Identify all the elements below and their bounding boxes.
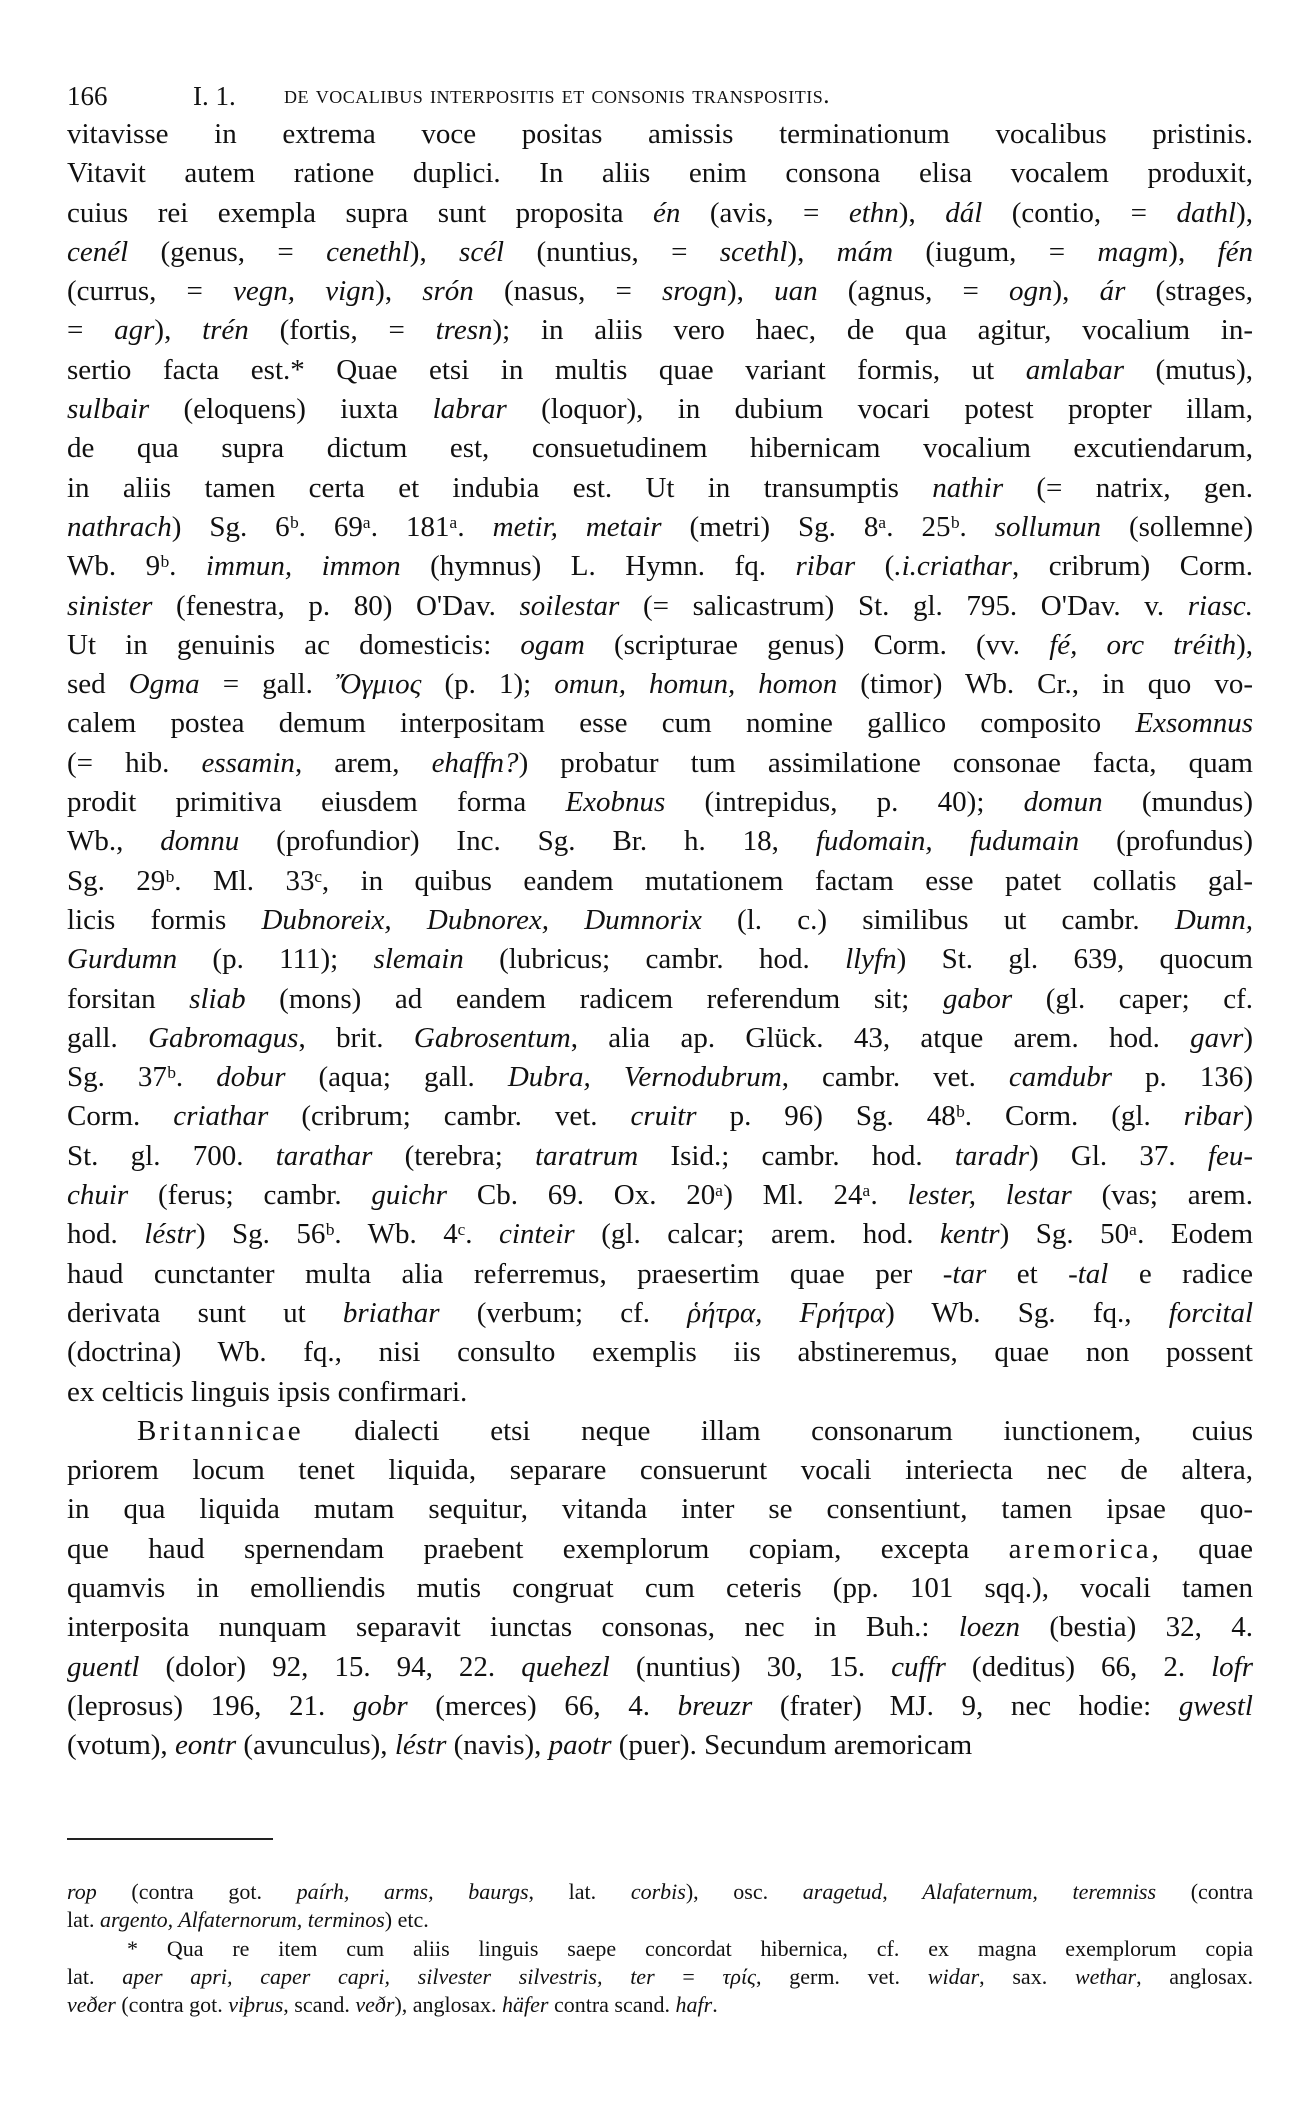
italic-term: Gurdumn — [67, 943, 178, 976]
italic-term: guichr — [371, 1179, 448, 1212]
text-line — [67, 1097, 1253, 1136]
footnote-line — [67, 1991, 1253, 2019]
footnote-line — [67, 1906, 1253, 1934]
text-run: (intrepidus, p. 40); — [665, 786, 1024, 819]
text-run: (mundus) — [1102, 786, 1253, 819]
italic-term: trén — [202, 314, 249, 347]
italic-term: camdubr — [1008, 1061, 1112, 1094]
text-line — [67, 154, 1253, 193]
text-run: dialecti etsi neque illam consonarum iunctionem, cuius — [303, 1414, 1253, 1447]
italic-term: sulbair — [67, 393, 150, 426]
text-line — [67, 1255, 1253, 1294]
text-line — [67, 1687, 1253, 1726]
text-run: priorem locum tenet liquida, separare consuerunt vocali interiecta nec de altera, — [67, 1454, 1253, 1487]
text-run: ) probatur tum assimilatione consonae facta, quam — [518, 746, 1253, 779]
italic-term: corbis — [630, 1879, 686, 1904]
italic-term: metir, metair — [492, 510, 662, 543]
text-run: licis formis — [67, 903, 262, 936]
text-run: . — [712, 1992, 718, 2018]
italic-term: .i.criathar — [894, 550, 1012, 583]
italic-term: lofr — [1211, 1650, 1254, 1683]
italic-term: criathar — [173, 1100, 269, 1133]
text-run: (hymnus) L. Hymn. fq. — [400, 550, 796, 583]
italic-term: dál — [945, 196, 983, 229]
text-line — [67, 351, 1253, 390]
italic-term: domun — [1023, 786, 1103, 819]
italic-term: aragetud — [802, 1879, 883, 1904]
text-line — [67, 1490, 1253, 1529]
text-run: (deditus) 66, 2. — [945, 1650, 1212, 1683]
text-run: lat. — [67, 1907, 100, 1933]
italic-term: veðer — [67, 1992, 116, 2018]
text-run: (sollemne) — [1101, 510, 1254, 543]
text-run: , cribrum) Corm. — [1011, 550, 1254, 583]
italic-term: veðr — [355, 1992, 395, 2018]
text-line — [67, 1726, 1253, 1765]
text-run: (mons) ad eandem radicem referendum sit; — [245, 982, 943, 1015]
text-run: , scand. — [283, 1992, 356, 2018]
text-run: = gall. — [199, 668, 336, 701]
text-run: (eloquens) iuxta — [149, 393, 433, 426]
text-run: ) Gl. 37. — [1029, 1139, 1208, 1172]
text-line — [67, 980, 1253, 1019]
text-run: , brit. — [298, 1021, 414, 1054]
text-run: derivata sunt ut — [67, 1296, 343, 1329]
text-run: , arem, — [294, 746, 432, 779]
text-run: (strages, — [1125, 275, 1253, 308]
text-run: (= salicastrum) St. gl. 795. O'Dav. v. — [619, 589, 1188, 622]
text-run: (contra — [1156, 1879, 1254, 1904]
text-run: (agnus, = — [817, 275, 1010, 308]
text-run: Ut in genuinis ac domesticis: — [67, 628, 521, 661]
italic-term: essamin — [201, 746, 295, 779]
text-run: = — [67, 314, 115, 347]
text-run: (contio, = — [982, 196, 1177, 229]
text-run: (contra got. — [115, 1992, 229, 2018]
italic-term: Exobnus — [565, 786, 666, 819]
section-number: I. 1. — [193, 81, 236, 111]
text-run: sed — [67, 668, 129, 701]
footnote-line — [67, 1963, 1253, 1991]
text-run: ), — [1236, 628, 1253, 661]
text-run: (fenestra, p. 80) O'Dav. — [152, 589, 520, 622]
italic-term: Gabrosentum — [413, 1021, 571, 1054]
text-run: , alia ap. Glück. 43, atque arem. hod. — [570, 1021, 1191, 1054]
italic-term: Ὄγμιος — [335, 668, 422, 701]
text-run: (avunculus), — [236, 1729, 395, 1762]
text-run: gall. — [67, 1021, 149, 1054]
footnote-line — [67, 1878, 1253, 1906]
text-run: (vas; arem. — [1071, 1179, 1253, 1212]
text-run: p. 136) — [1111, 1061, 1253, 1094]
text-run: ) Wb. Sg. fq., — [885, 1296, 1169, 1329]
text-line — [67, 508, 1253, 547]
text-run: (lubricus; cambr. hod. — [463, 943, 846, 976]
text-run: (merces) 66, 4. — [407, 1689, 678, 1722]
italic-term: chuir — [67, 1179, 129, 1212]
text-run: (avis, = — [680, 196, 849, 229]
text-run: (profundus) — [1079, 825, 1253, 858]
text-run: ), — [787, 235, 837, 268]
running-title: de vocalibus interpositis et consonis transpositis. — [284, 82, 831, 109]
italic-term: dobur — [216, 1061, 286, 1094]
text-run: , germ. vet. — [756, 1963, 928, 1989]
italic-term: magm — [1097, 235, 1169, 268]
text-run: , — [882, 1879, 923, 1904]
italic-term: lester, lestar — [907, 1179, 1072, 1212]
text-run: * Qua re item cum aliis linguis saepe concordat hibernica, cf. ex magna exemplorum copia — [127, 1935, 1253, 1961]
text-run: (gl. caper; cf. — [1012, 982, 1253, 1015]
italic-term: léstr — [394, 1729, 447, 1762]
text-run: (doctrina) Wb. fq., nisi consulto exemplis iis abstineremus, quae non possent — [67, 1336, 1253, 1369]
text-run: sertio facta est.* Quae etsi in multis quae variant formis, ut — [67, 353, 1026, 386]
text-run: ), — [1052, 275, 1100, 308]
text-run: quamvis in emolliendis mutis congruat cum ceteris (pp. 101 sqq.), vocali tamen — [67, 1571, 1253, 1604]
text-line — [67, 1333, 1253, 1372]
running-header — [67, 78, 1253, 114]
italic-term: labrar — [432, 393, 507, 426]
italic-term: argento, Alfaternorum, terminos — [100, 1907, 385, 1933]
text-run: , lat. — [528, 1879, 631, 1904]
text-run: ), — [409, 235, 460, 268]
italic-term: sollumun — [994, 510, 1102, 543]
text-line — [67, 626, 1253, 665]
italic-term: ribar — [795, 550, 856, 583]
text-run: Cb. 69. Ox. 20ᵃ) Ml. 24ᵃ. — [447, 1179, 908, 1212]
italic-term: loezn — [958, 1611, 1021, 1644]
italic-term: nathir — [932, 471, 1004, 504]
text-line — [67, 1019, 1253, 1058]
italic-term: ogam — [520, 628, 585, 661]
italic-term: Exsomnus — [1135, 707, 1253, 740]
page-number: 166 — [67, 81, 108, 111]
italic-term: feu- — [1207, 1139, 1253, 1172]
text-run: p. 96) Sg. 48ᵇ. Corm. (gl. — [696, 1100, 1184, 1133]
text-run: Wb., — [67, 825, 161, 858]
italic-term: nathrach — [67, 510, 172, 543]
spaced-term: aremorica — [1008, 1532, 1152, 1565]
text-run: (gl. calcar; arem. hod. — [574, 1218, 940, 1251]
text-run: et — [986, 1257, 1069, 1290]
italic-term: -tar — [942, 1257, 987, 1290]
italic-term: cenethl — [326, 235, 410, 268]
italic-term: cinteir — [499, 1218, 575, 1251]
spaced-term: Britannicae — [137, 1414, 304, 1447]
italic-term: paírh, arms, baurgs — [296, 1879, 529, 1904]
text-line — [67, 587, 1253, 626]
text-run: , sax. — [979, 1963, 1075, 1989]
italic-term: -tal — [1068, 1257, 1109, 1290]
italic-term: häfer — [501, 1992, 549, 2018]
text-run: contra scand. — [548, 1992, 676, 2018]
italic-term: taratrum — [535, 1139, 639, 1172]
italic-term: amlabar — [1025, 353, 1125, 386]
italic-term: léstr — [144, 1218, 196, 1251]
text-run: (mutus), — [1124, 353, 1253, 386]
text-run: ), — [375, 275, 423, 308]
text-line — [67, 862, 1253, 901]
italic-term: forcital — [1168, 1296, 1253, 1329]
italic-term: hafr — [675, 1992, 713, 2018]
text-run: (votum), — [67, 1729, 175, 1762]
text-line — [67, 1058, 1253, 1097]
italic-term: ogn — [1009, 275, 1053, 308]
italic-term: omun, homun, homon — [554, 668, 838, 701]
text-run: ), — [1236, 196, 1253, 229]
italic-term: cruitr — [630, 1100, 697, 1133]
text-line — [67, 390, 1253, 429]
italic-term: eontr — [174, 1729, 237, 1762]
text-run: ) etc. — [384, 1907, 429, 1933]
italic-term: slemain — [373, 943, 464, 976]
italic-term: fé, orc tréith — [1049, 628, 1237, 661]
italic-term: taradr — [954, 1139, 1030, 1172]
text-run: (navis), — [446, 1729, 549, 1762]
text-run: interposita nunquam separavit iunctas consonas, nec in Buh.: — [67, 1611, 959, 1644]
text-run: (frater) MJ. 9, nec hodie: — [752, 1689, 1179, 1722]
text-run: (nuntius) 30, 15. — [609, 1650, 892, 1683]
italic-term: domnu — [160, 825, 240, 858]
text-run: (profundior) Inc. Sg. Br. h. 18, — [239, 825, 816, 858]
text-line — [67, 940, 1253, 979]
text-line — [67, 1294, 1253, 1333]
text-line — [67, 783, 1253, 822]
text-run: calem postea demum interpositam esse cum nomine gallico composito — [67, 707, 1136, 740]
italic-term: guentl — [67, 1650, 140, 1683]
text-run: ) — [1243, 1021, 1253, 1054]
italic-term: ῥήτρα, Fρήτρα — [687, 1296, 886, 1329]
text-run: Corm. — [67, 1100, 174, 1133]
footnote-line — [67, 1935, 1253, 1963]
text-run: Vitavit autem ratione duplici. In aliis enim consona elisa vocalem produxit, — [67, 157, 1253, 190]
italic-term: τρίς — [722, 1963, 756, 1989]
italic-term: srón — [422, 275, 474, 308]
text-run: (= natrix, gen. — [1003, 471, 1253, 504]
text-run: (nuntius, = — [504, 235, 720, 268]
text-line — [67, 547, 1253, 586]
text-run: (verbum; cf. — [439, 1296, 688, 1329]
text-line — [67, 272, 1253, 311]
text-line — [67, 1569, 1253, 1608]
italic-term: viþrus — [228, 1992, 284, 2018]
italic-term: Dubnoreix, Dubnorex, Dumnorix — [261, 903, 702, 936]
text-line — [67, 1412, 1253, 1451]
italic-term: cuffr — [891, 1650, 946, 1683]
text-run: (cribrum; cambr. vet. — [268, 1100, 631, 1133]
italic-term: ehaffn? — [431, 746, 519, 779]
italic-term: wethar — [1074, 1963, 1137, 1989]
text-run: de qua supra dictum est, consuetudinem hibernicam vocalium excutiendarum, — [67, 432, 1253, 465]
text-run: ) — [1243, 1100, 1253, 1133]
text-line — [67, 1648, 1253, 1687]
italic-term: rop — [67, 1879, 97, 1904]
text-run: (fortis, = — [248, 314, 436, 347]
italic-term: breuzr — [677, 1689, 753, 1722]
text-run: ), — [727, 275, 775, 308]
text-line — [67, 1215, 1253, 1254]
italic-term: briathar — [342, 1296, 440, 1329]
text-run: Sg. 29ᵇ. Ml. 33ᶜ, in quibus eandem mutationem factam esse patet collatis gal- — [67, 864, 1253, 897]
text-run: (scripturae genus) Corm. (vv. — [584, 628, 1050, 661]
italic-term: soilestar — [519, 589, 620, 622]
text-run: (metri) Sg. 8ᵃ. 25ᵇ. — [661, 510, 995, 543]
italic-term: paotr — [548, 1729, 612, 1762]
text-run: ) Sg. 56ᵇ. Wb. 4ᶜ. — [195, 1218, 499, 1251]
text-line — [67, 429, 1253, 468]
italic-term: agr — [114, 314, 155, 347]
text-run: (p. 1); — [421, 668, 555, 701]
text-run: (p. 111); — [177, 943, 374, 976]
text-run: (l. c.) similibus ut cambr. — [701, 903, 1175, 936]
text-run: ) Sg. 6ᵇ. 69ᵃ. 181ᵃ. — [171, 510, 493, 543]
text-line — [67, 901, 1253, 940]
text-run: (ferus; cambr. — [128, 1179, 372, 1212]
italic-term: gavr — [1190, 1021, 1244, 1054]
text-run: ), osc. — [685, 1879, 803, 1904]
italic-term: uan — [774, 275, 818, 308]
text-run: hod. — [67, 1218, 145, 1251]
italic-term: Dumn, — [1174, 903, 1254, 936]
italic-term: gwestl — [1178, 1689, 1253, 1722]
text-run: = — [654, 1963, 723, 1989]
italic-term: tarathar — [275, 1139, 373, 1172]
text-run: haud cunctanter multa alia referremus, praesertim quae per — [67, 1257, 943, 1290]
text-line — [67, 311, 1253, 350]
text-line — [67, 665, 1253, 704]
text-run: Wb. 9ᵇ. — [67, 550, 206, 583]
text-run: ) St. gl. 639, quocum — [896, 943, 1253, 976]
text-run: ) Sg. 50ᵃ. Eodem — [999, 1218, 1254, 1251]
text-run: (aqua; gall. — [285, 1061, 508, 1094]
italic-term: Gabromagus — [148, 1021, 299, 1054]
text-run: ), anglosax. — [394, 1992, 502, 2018]
text-run: vitavisse in extrema voce positas amissis terminationum vocalibus pristinis. — [67, 118, 1253, 150]
text-line — [67, 194, 1253, 233]
italic-term: aper apri, caper capri, silvester silvestris, ter — [122, 1963, 655, 1989]
italic-term: srogn — [662, 275, 728, 308]
text-run: ), — [154, 314, 203, 347]
text-line — [67, 1176, 1253, 1215]
text-run: ), — [898, 196, 946, 229]
italic-term: mám — [836, 235, 894, 268]
text-line — [67, 115, 1253, 154]
italic-term: gabor — [942, 982, 1013, 1015]
text-run: (nasus, = — [473, 275, 663, 308]
text-run: ( — [855, 550, 895, 583]
italic-term: gobr — [352, 1689, 408, 1722]
italic-term: llyfn — [845, 943, 897, 976]
italic-term: sinister — [67, 589, 153, 622]
italic-term: fén — [1217, 235, 1253, 268]
text-run: prodit primitiva eiusdem forma — [67, 786, 566, 819]
text-run: (contra got. — [96, 1879, 297, 1904]
text-line — [67, 744, 1253, 783]
text-run: lat. — [67, 1963, 123, 1989]
italic-term: vegn, vign — [233, 275, 376, 308]
text-run: (terebra; — [372, 1139, 536, 1172]
footnotes — [67, 1878, 1253, 2019]
italic-term: scethl — [719, 235, 788, 268]
text-run: (genus, = — [128, 235, 327, 268]
italic-term: tresn — [435, 314, 493, 347]
italic-term: widar — [927, 1963, 980, 1989]
text-line — [67, 1137, 1253, 1176]
text-run: ); in aliis vero haec, de qua agitur, vocalium in- — [492, 314, 1253, 347]
italic-term: dathl — [1176, 196, 1237, 229]
text-run: cuius rei exempla supra sunt proposita — [67, 196, 654, 229]
text-run: (puer). Secundum aremoricam — [611, 1729, 973, 1762]
text-run: e radice — [1108, 1257, 1254, 1290]
text-run: (iugum, = — [893, 235, 1098, 268]
italic-term: én — [653, 196, 681, 229]
text-line — [67, 1608, 1253, 1647]
italic-term: Alafaternum, teremniss — [922, 1879, 1157, 1904]
text-run: que haud spernendam praebent exemplorum copiam, excepta — [67, 1532, 1009, 1565]
text-run: (currus, = — [67, 275, 234, 308]
text-run: , cambr. vet. — [781, 1061, 1009, 1094]
text-line — [67, 1373, 1253, 1412]
text-line — [67, 704, 1253, 743]
text-run: (loquor), in dubium vocari potest propter illam, — [506, 393, 1253, 426]
text-line — [67, 1451, 1253, 1490]
text-run: (leprosus) 196, 21. — [67, 1689, 353, 1722]
italic-term: Dubra, Vernodubrum — [507, 1061, 782, 1094]
text-run: ex celticis linguis ipsis confirmari. — [67, 1375, 468, 1408]
italic-term: quehezl — [521, 1650, 610, 1683]
italic-term: ribar — [1183, 1100, 1244, 1133]
text-run: in qua liquida mutam sequitur, vitanda inter se consentiunt, tamen ipsae quo- — [67, 1493, 1253, 1526]
text-run: (dolor) 92, 15. 94, 22. — [139, 1650, 522, 1683]
text-run: , anglosax. — [1136, 1963, 1253, 1989]
italic-term: scél — [459, 235, 505, 268]
italic-term: fudomain, fudumain — [815, 825, 1080, 858]
text-line — [67, 469, 1253, 508]
text-line — [67, 233, 1253, 272]
main-text — [67, 115, 1253, 1765]
italic-term: ethn — [848, 196, 899, 229]
text-line — [67, 1530, 1253, 1569]
italic-term: riasc. — [1187, 589, 1253, 622]
text-run: , quae — [1151, 1532, 1253, 1565]
footnote-separator — [67, 1838, 273, 1840]
text-run: Isid.; cambr. hod. — [638, 1139, 955, 1172]
italic-term: ár — [1099, 275, 1126, 308]
text-run: (= hib. — [67, 746, 202, 779]
italic-term: immun, immon — [205, 550, 401, 583]
text-run: in aliis tamen certa et indubia est. Ut in transumptis — [67, 471, 933, 504]
text-run: St. gl. 700. — [67, 1139, 276, 1172]
italic-term: Ogma — [128, 668, 200, 701]
italic-term: kentr — [940, 1218, 1000, 1251]
text-run: Sg. 37ᵇ. — [67, 1061, 217, 1094]
text-run: (timor) Wb. Cr., in quo vo- — [837, 668, 1253, 701]
text-run: forsitan — [67, 982, 190, 1015]
italic-term: cenél — [67, 235, 129, 268]
text-run: (bestia) 32, 4. — [1020, 1611, 1253, 1644]
text-line — [67, 822, 1253, 861]
text-run: ), — [1168, 235, 1218, 268]
italic-term: sliab — [189, 982, 246, 1015]
